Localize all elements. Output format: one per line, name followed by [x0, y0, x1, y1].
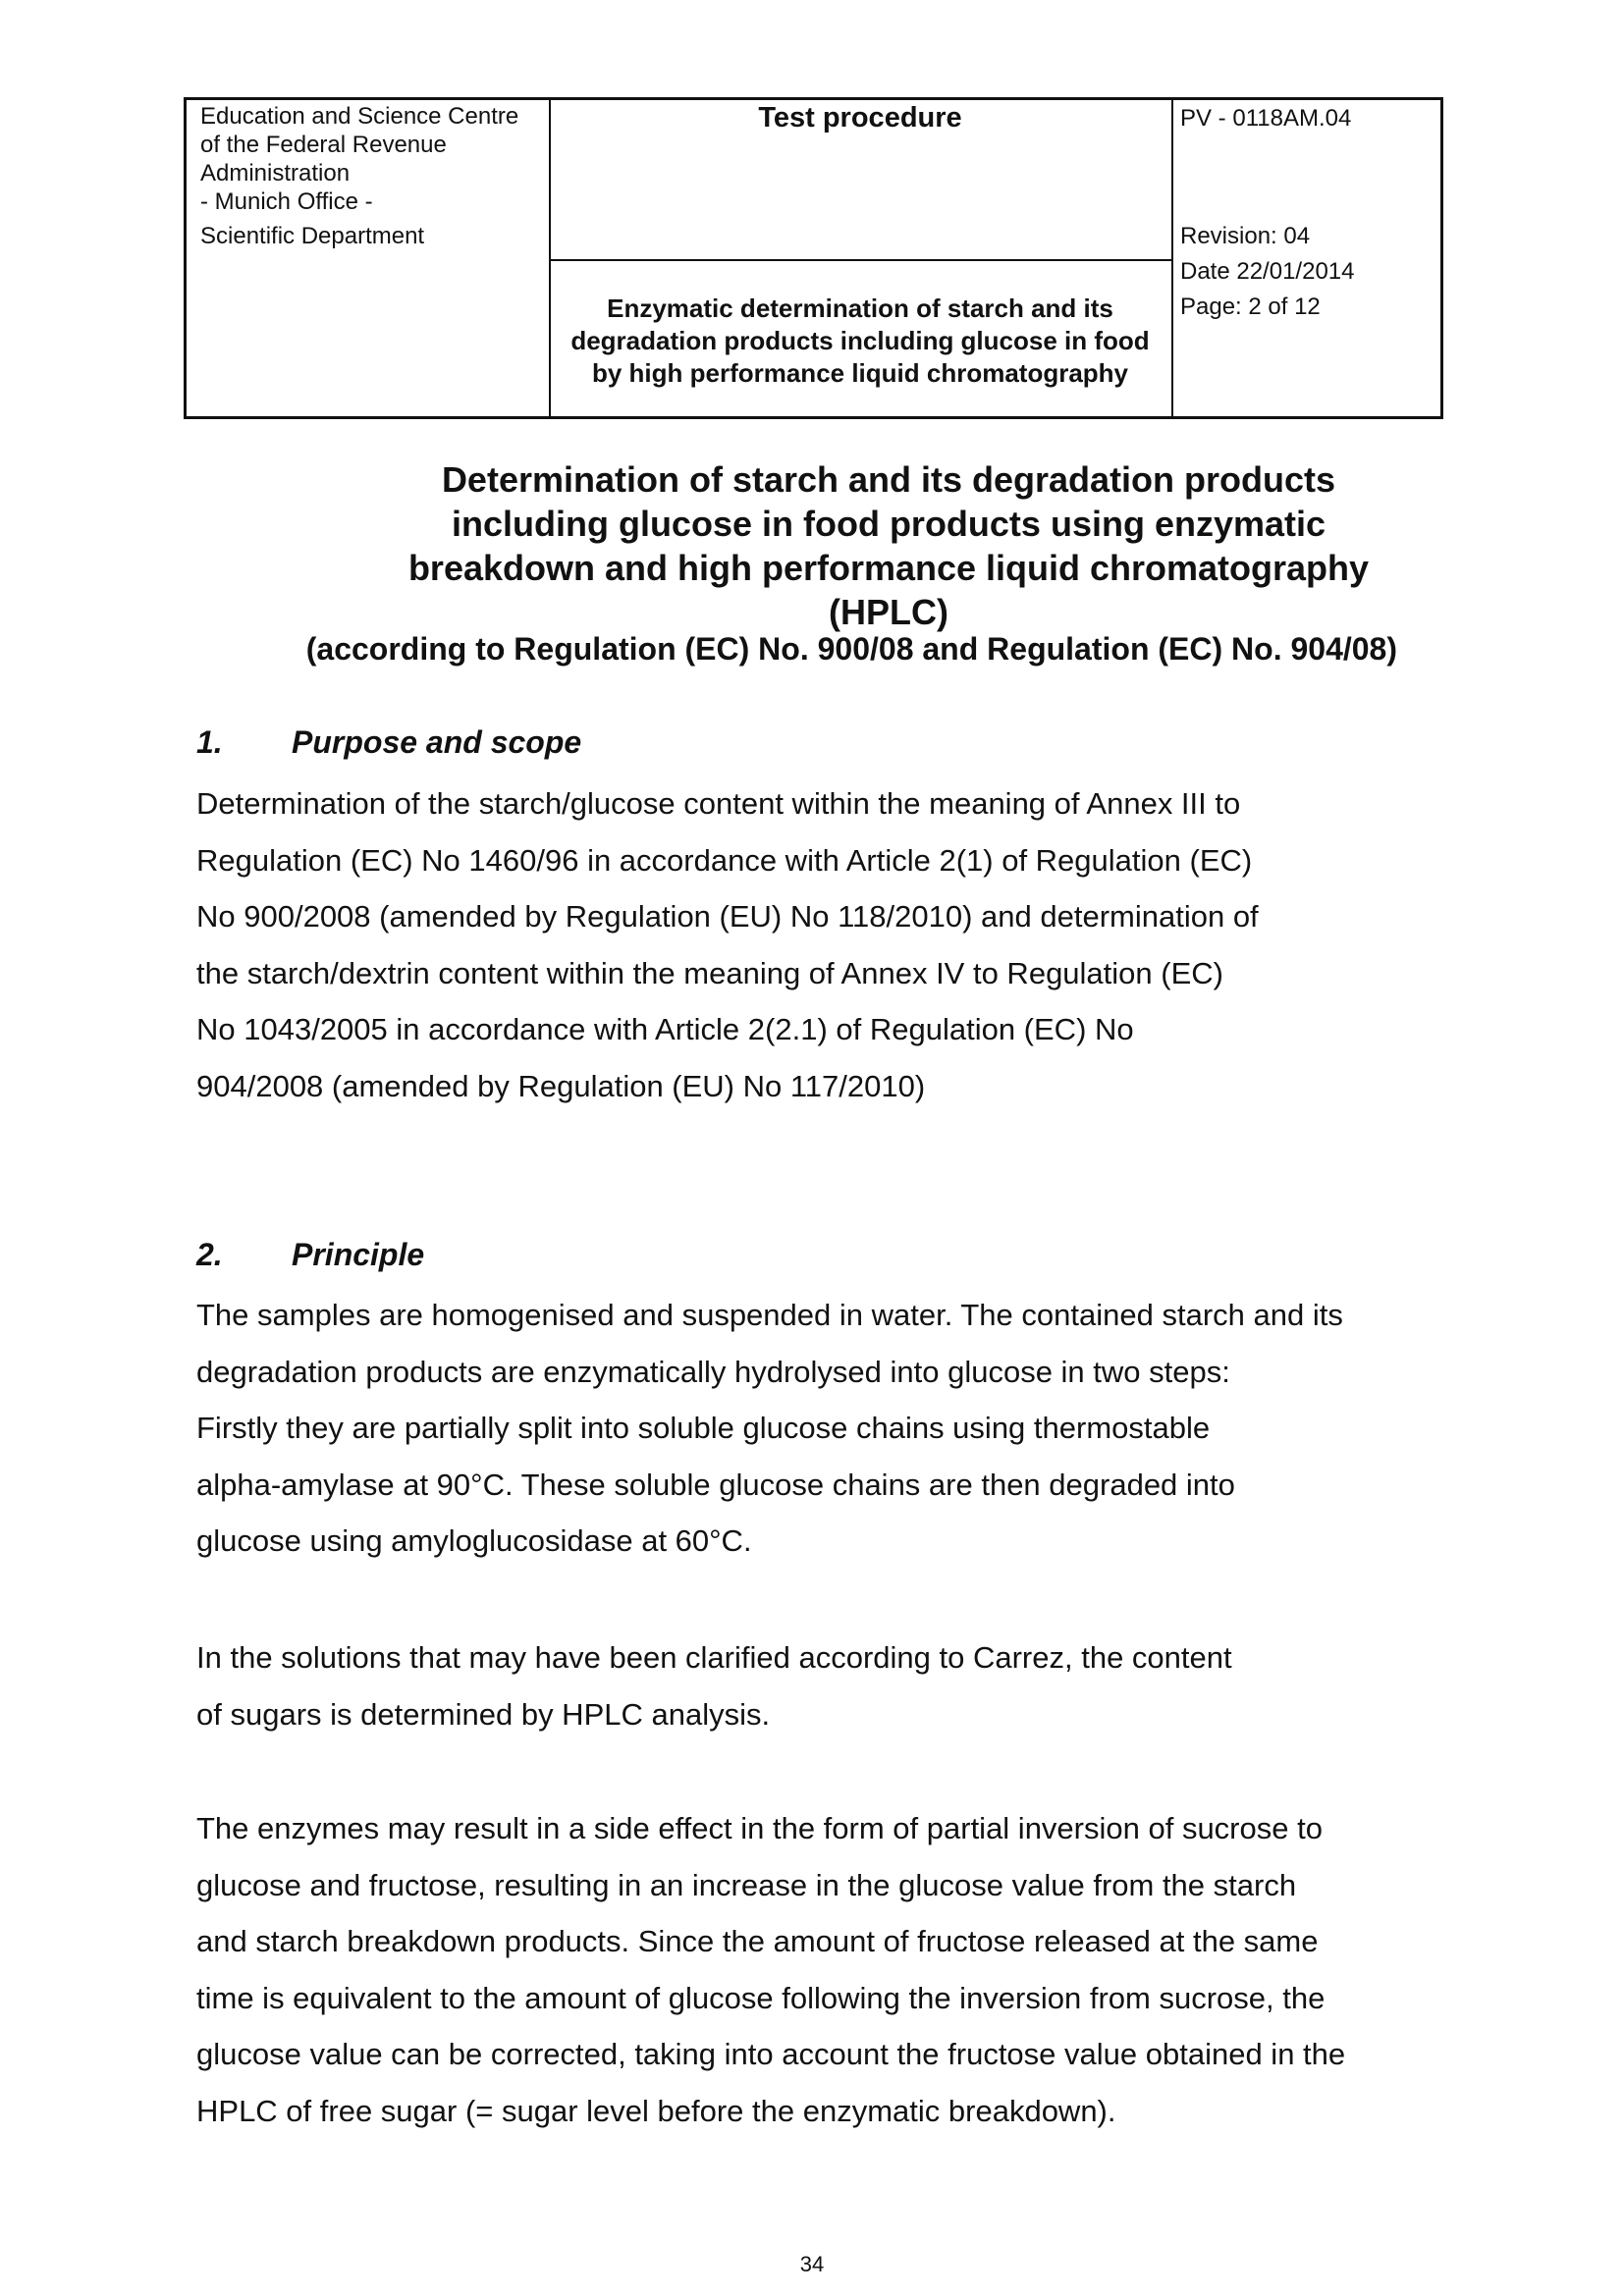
title-line: (HPLC) — [829, 592, 948, 632]
page-number: 34 — [799, 2252, 825, 2276]
section-heading-purpose — [196, 724, 581, 761]
procedure-title: Enzymatic determination of starch and its degradation products including glucose in food by high performance liquid chromatography — [570, 294, 1150, 388]
regulation-subtitle — [184, 631, 1443, 667]
document-title — [236, 457, 1542, 634]
doc-type-label: Test procedure — [758, 102, 962, 133]
section-heading-principle — [196, 1237, 424, 1273]
paragraph-line: Regulation (EC) No 1460/96 in accordance with Article 2(1) of Regulation (EC) — [196, 842, 1253, 878]
header-organization-cell — [187, 100, 551, 416]
principle-paragraph-2 — [196, 1629, 1463, 1742]
document-header-table — [184, 97, 1443, 419]
organization-line: - Munich Office - — [200, 188, 373, 215]
paragraph-line: and starch breakdown products. Since the amount of fructose released at the same — [196, 1924, 1319, 1958]
section-title: Purpose and scope — [292, 724, 582, 760]
organization-line: Education and Science Centre — [200, 103, 519, 130]
principle-paragraph-3 — [196, 1800, 1463, 2139]
title-line: including glucose in food products using enzymatic — [451, 504, 1326, 544]
page-count-label: Page: 2 of 12 — [1180, 294, 1321, 320]
title-line: breakdown and high performance liquid chromatography — [407, 548, 1370, 588]
section-title: Principle — [292, 1237, 425, 1272]
paragraph-line: glucose value can be corrected, taking into account the fructose value obtained in the — [196, 2037, 1346, 2071]
paragraph-line: glucose using amyloglucosidase at 60°C. — [196, 1523, 752, 1558]
organization-name — [200, 102, 544, 216]
paragraph-line: The samples are homogenised and suspended in water. The contained starch and its — [196, 1298, 1343, 1332]
paragraph-line: time is equivalent to the amount of glucose following the inversion from sucrose, the — [196, 1980, 1326, 2015]
organization-line: of the Federal Revenue — [200, 132, 447, 158]
paragraph-line: HPLC of free sugar (= sugar level before the enzymatic breakdown). — [196, 2093, 1116, 2128]
revision-label: Revision: 04 — [1180, 223, 1311, 249]
organization-line: Administration — [200, 160, 351, 187]
paragraph-line: No 900/2008 (amended by Regulation (EU) No 118/2010) and determination of — [196, 899, 1259, 934]
paragraph-line: Firstly they are partially split into soluble glucose chains using thermostable — [196, 1411, 1211, 1445]
paragraph-line: No 1043/2005 in accordance with Article 2(2.1) of Regulation (EC) No — [196, 1012, 1134, 1046]
paragraph-line: the starch/dextrin content within the meaning of Annex IV to Regulation (EC) — [196, 955, 1223, 990]
paragraph-line: Determination of the starch/glucose content within the meaning of Annex III to — [196, 786, 1241, 821]
date-label: Date 22/01/2014 — [1180, 258, 1355, 285]
document-code: PV - 0118AM.04 — [1180, 105, 1352, 132]
paragraph-line: degradation products are enzymatically hydrolysed into glucose in two steps: — [196, 1354, 1230, 1389]
paragraph-line: glucose and fructose, resulting in an increase in the glucose value from the starch — [196, 1867, 1297, 1902]
paragraph-line: 904/2008 (amended by Regulation (EU) No 117/2010) — [196, 1068, 926, 1103]
regulation-text: (according to Regulation (EC) No. 900/08 and Regulation (EC) No. 904/08) — [305, 631, 1397, 667]
paragraph-line: alpha-amylase at 90°C. These soluble glucose chains are then degraded into — [196, 1467, 1235, 1502]
paragraph-line: of sugars is determined by HPLC analysis. — [196, 1696, 771, 1732]
principle-paragraph-1 — [196, 1287, 1463, 1570]
title-line: Determination of starch and its degradation products — [441, 459, 1336, 500]
section-number: 2. — [196, 1237, 223, 1272]
purpose-paragraph — [196, 775, 1463, 1114]
header-divider — [549, 259, 1171, 261]
paragraph-line: The enzymes may result in a side effect in the form of partial inversion of sucrose to — [196, 1811, 1323, 1845]
section-number: 1. — [196, 724, 223, 760]
department-name: Scientific Department — [200, 223, 425, 249]
header-title-cell — [549, 100, 1173, 416]
paragraph-line: In the solutions that may have been clarified according to Carrez, the content — [196, 1640, 1232, 1675]
header-meta-cell — [1171, 100, 1440, 416]
